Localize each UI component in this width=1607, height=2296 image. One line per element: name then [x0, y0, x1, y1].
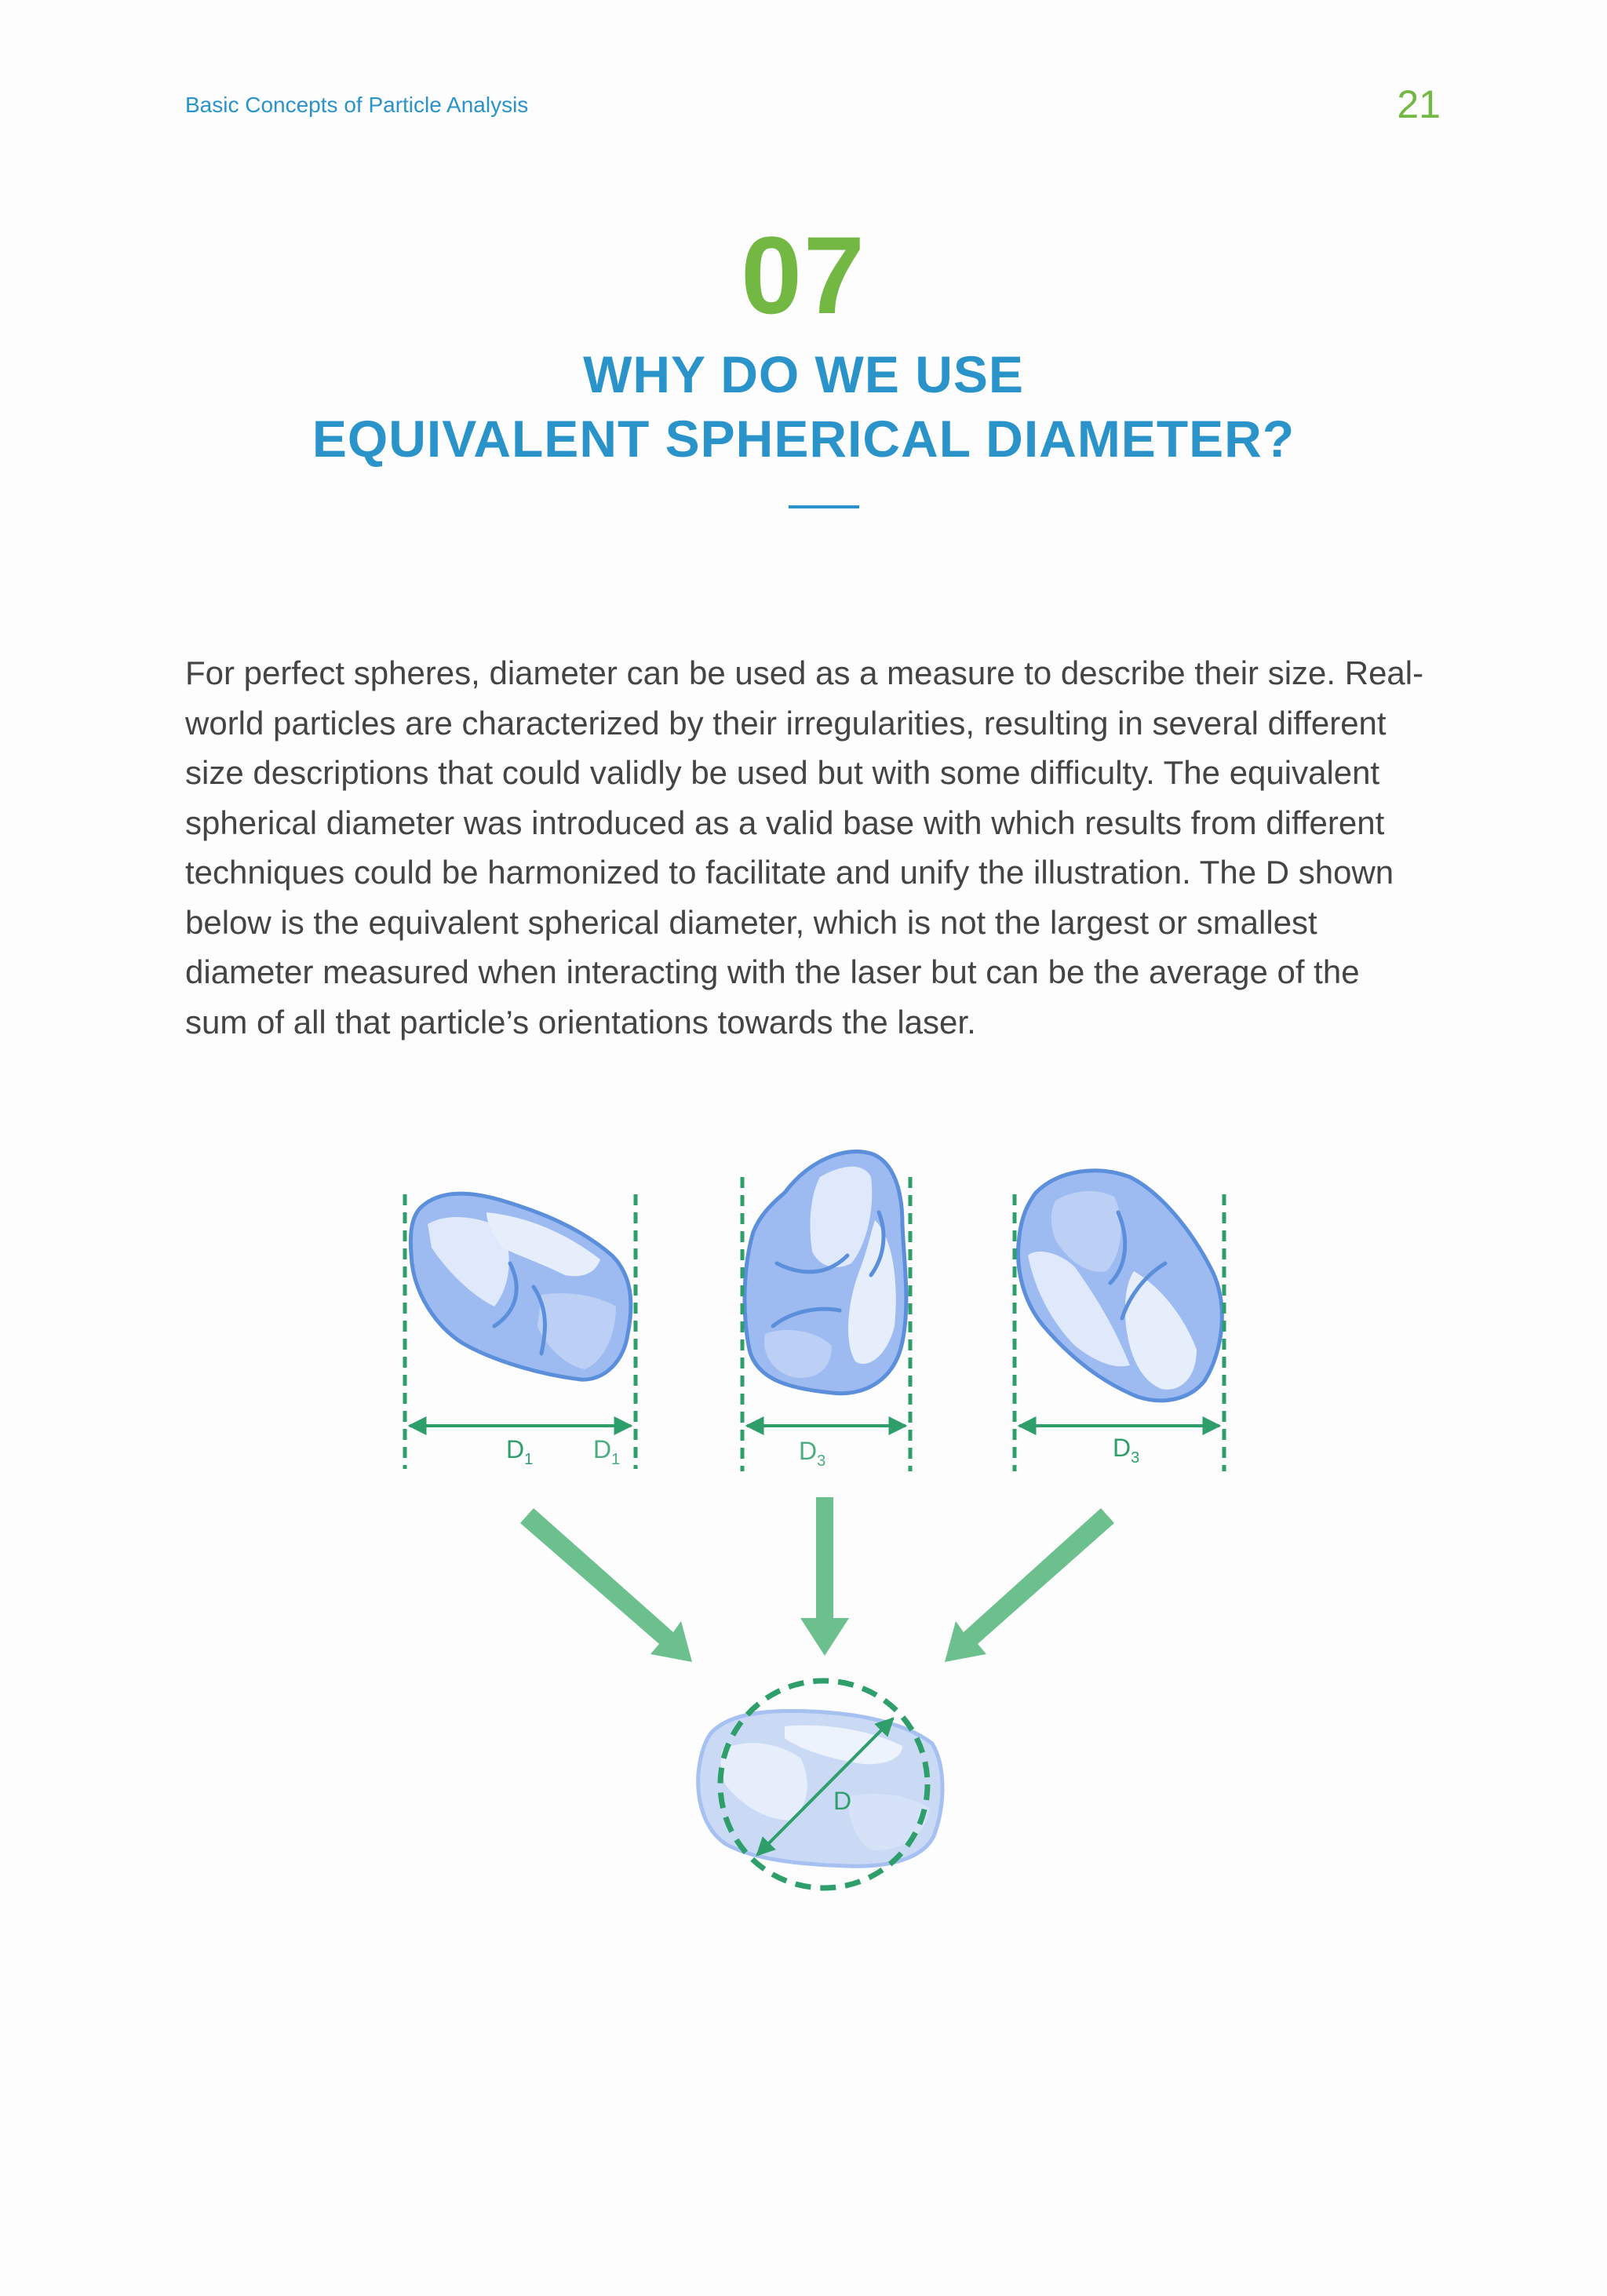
page-number: 21	[1397, 82, 1441, 126]
chapter-title-line: WHY DO WE USE	[583, 345, 1024, 403]
center-arrow	[800, 1497, 849, 1656]
chapter-number: 07	[741, 213, 866, 337]
body-line: For perfect spheres, diameter can be used as a measure to describe their size. Real-	[185, 654, 1424, 691]
convergence-arrows	[520, 1497, 1114, 1662]
body-line: spherical diameter was introduced as a valid base with which results from different	[185, 804, 1385, 841]
body-line: sum of all that particle’s orientations towards the laser.	[185, 1003, 976, 1040]
left-arrow	[520, 1508, 692, 1662]
particle-3	[1018, 1171, 1222, 1401]
body-line: diameter measured when interacting with the laser but can be the average of the	[185, 953, 1360, 990]
particle-2	[745, 1151, 906, 1393]
body-line: below is the equivalent spherical diameter, which is not the largest or smallest	[185, 903, 1317, 941]
running-head: Basic Concepts of Particle Analysis	[185, 93, 529, 117]
chapter-title-line: EQUIVALENT SPHERICAL DIAMETER?	[312, 410, 1295, 468]
particle-2-label: $D_3$	[799, 1437, 826, 1470]
body-line: techniques could be harmonized to facilitate and unify the illustration. The D shown	[185, 854, 1394, 891]
particle-1	[410, 1194, 631, 1379]
particle-3-label: $D_3$	[1113, 1434, 1140, 1467]
right-arrow	[945, 1508, 1114, 1662]
body-line: size descriptions that could validly be used but with some difficulty. The equivalent	[185, 754, 1380, 791]
body-line: world particles are characterized by their irregularities, resulting in several different	[185, 704, 1387, 742]
equivalent-diameter-label: D	[833, 1787, 852, 1815]
particle-1-label-a: $D_1$	[506, 1435, 534, 1468]
particle-1-label-b: $D_1$	[593, 1435, 621, 1468]
